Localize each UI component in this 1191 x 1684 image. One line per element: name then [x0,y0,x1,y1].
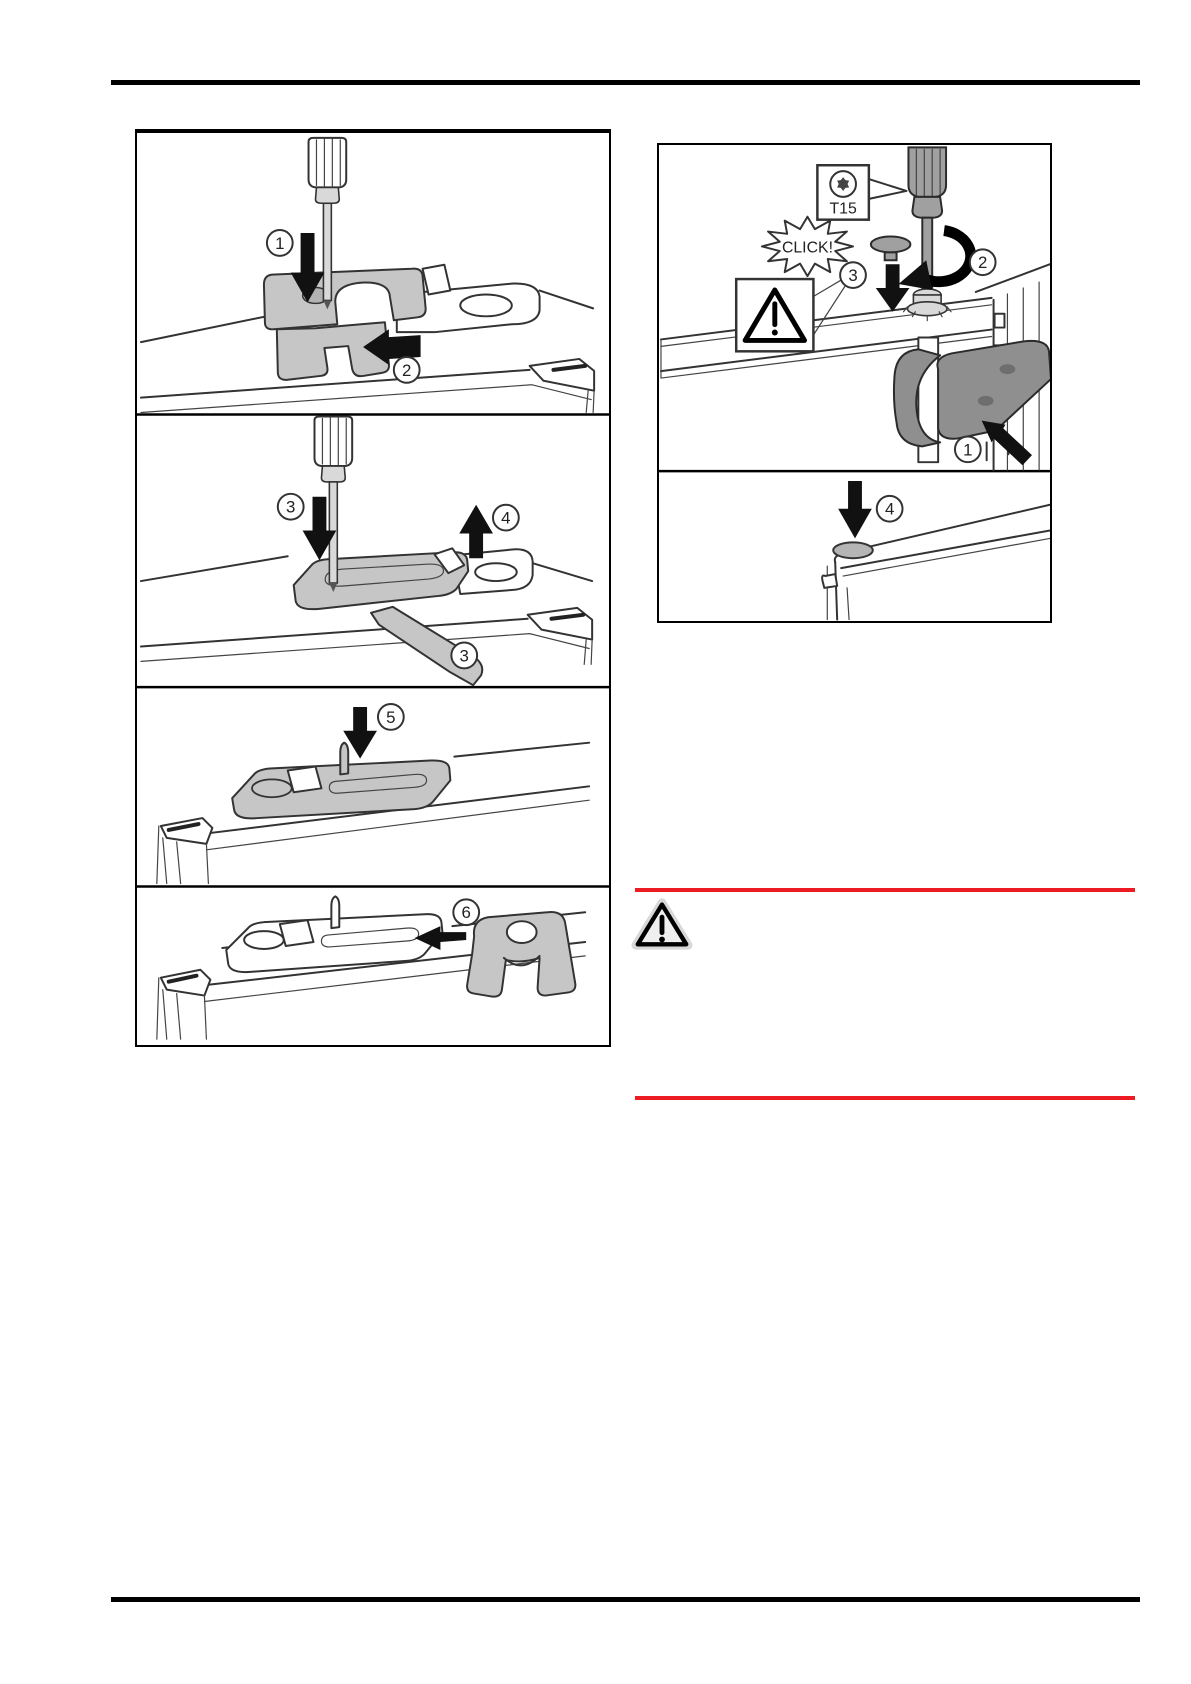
torx-screw [903,289,951,321]
step-number: 1 [963,440,973,460]
down-arrow-icon [838,481,872,538]
step-number: 3 [286,497,296,517]
warning-rule-bottom [635,1096,1135,1100]
subfigure-lift-bracket [141,416,592,685]
base-plate [226,896,442,972]
cover-cap [871,236,911,260]
step-number: 1 [275,233,285,253]
subfigure-place-base [157,704,589,883]
up-arrow-icon [459,505,493,559]
step-2-badge [970,249,996,275]
step-3-badge [840,262,866,288]
step-number: 2 [978,253,988,273]
step-4-badge [877,496,903,522]
step-number: 6 [461,903,471,923]
latch-clip [467,912,575,997]
page-bottom-rule [111,1597,1140,1602]
subfigure-press-latch [141,138,594,413]
step-3-badge [278,494,304,520]
right-figure-panel [657,143,1052,623]
subfigure-slide-clip [157,896,585,1039]
base-plate [232,743,450,819]
step-1-badge [267,230,293,256]
step-2-badge [394,357,420,383]
left-figure-drawing [137,133,609,1045]
torx-bit-label: T15 [829,200,857,218]
right-figure-drawing [659,145,1050,621]
torx-bit-callout [817,165,906,219]
click-burst [762,217,853,276]
step-1-badge [955,436,981,462]
page-top-rule [111,80,1140,85]
warning-callout-box [736,279,845,351]
down-arrow-icon [876,264,910,312]
click-label: CLICK! [781,239,833,257]
warning-triangle-icon [631,895,693,951]
up-left-arrow-icon [982,421,1032,466]
cover-cap [833,542,873,558]
step-number: 4 [501,508,511,528]
subfigure-mount-hinge [661,147,1050,470]
rotate-arrow-icon [899,231,971,290]
step-3-tool-badge [451,643,477,669]
step-number: 4 [884,499,895,519]
warning-rule-top [635,888,1135,892]
step-number: 2 [402,360,412,380]
subfigure-press-cap [822,481,1050,620]
left-figure-panel [135,129,611,1047]
step-6-badge [453,899,479,925]
step-5-badge [378,704,404,730]
step-number: 3 [848,266,858,286]
step-4-badge [493,505,519,531]
step-number: 5 [386,707,396,727]
step-number: 3 [459,646,469,666]
